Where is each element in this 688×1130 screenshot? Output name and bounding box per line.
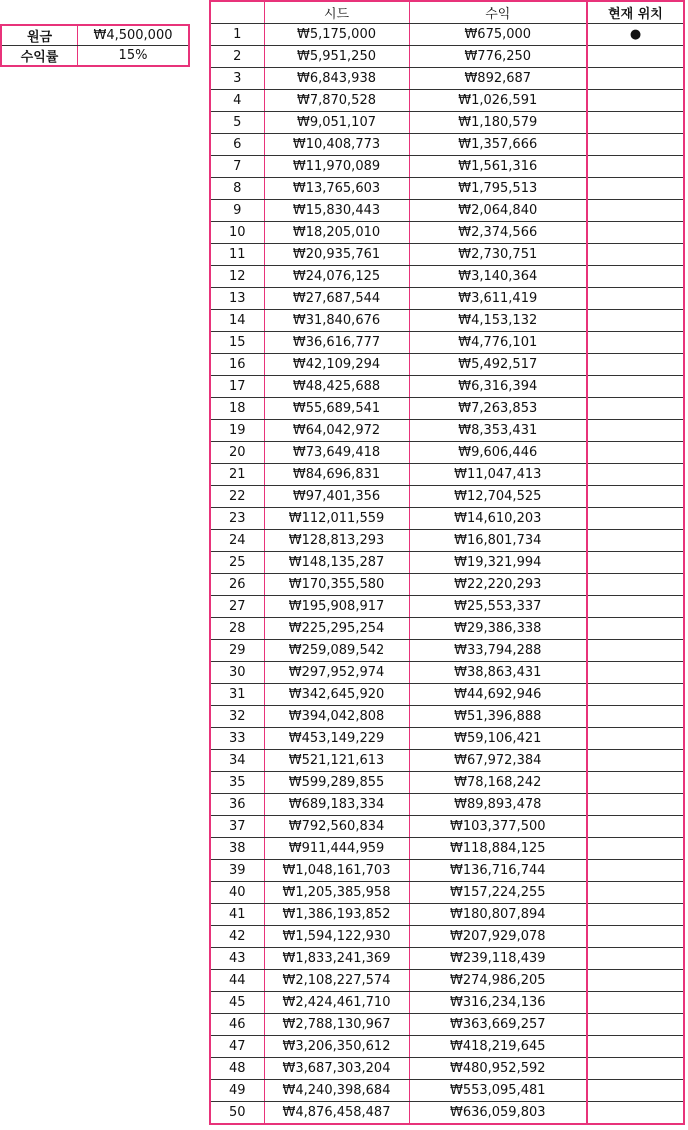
row-index-cell[interactable]: 18: [210, 398, 264, 420]
current-position-cell[interactable]: [587, 420, 684, 442]
current-position-cell[interactable]: [587, 354, 684, 376]
profit-cell[interactable]: ₩675,000: [409, 24, 587, 46]
current-position-cell[interactable]: [587, 1014, 684, 1036]
table-row: [210, 882, 684, 904]
seed-cell[interactable]: ₩195,908,917: [264, 596, 409, 618]
table-row: [210, 1080, 684, 1102]
row-index-cell[interactable]: 26: [210, 574, 264, 596]
seed-cell[interactable]: ₩599,289,855: [264, 772, 409, 794]
row-index-cell[interactable]: 15: [210, 332, 264, 354]
row-index-cell[interactable]: 19: [210, 420, 264, 442]
row-index-cell[interactable]: 25: [210, 552, 264, 574]
seed-cell[interactable]: ₩128,813,293: [264, 530, 409, 552]
profit-cell[interactable]: ₩3,140,364: [409, 266, 587, 288]
profit-cell[interactable]: ₩892,687: [409, 68, 587, 90]
table-row: [210, 200, 684, 222]
table-row: [210, 486, 684, 508]
seed-cell[interactable]: ₩6,843,938: [264, 68, 409, 90]
seed-cell[interactable]: ₩13,765,603: [264, 178, 409, 200]
current-position-cell[interactable]: [587, 244, 684, 266]
profit-cell[interactable]: ₩29,386,338: [409, 618, 587, 640]
seed-cell[interactable]: ₩148,135,287: [264, 552, 409, 574]
table-row: [210, 354, 684, 376]
seed-cell[interactable]: ₩31,840,676: [264, 310, 409, 332]
profit-cell[interactable]: ₩38,863,431: [409, 662, 587, 684]
row-index-cell[interactable]: 14: [210, 310, 264, 332]
table-row: [210, 618, 684, 640]
table-row: [210, 552, 684, 574]
profit-cell[interactable]: ₩103,377,500: [409, 816, 587, 838]
table-row: [210, 288, 684, 310]
current-position-cell[interactable]: [587, 112, 684, 134]
table-row: [210, 90, 684, 112]
profit-cell[interactable]: ₩5,492,517: [409, 354, 587, 376]
current-position-cell[interactable]: [587, 706, 684, 728]
profit-cell[interactable]: ₩16,801,734: [409, 530, 587, 552]
current-position-cell[interactable]: [587, 772, 684, 794]
profit-cell[interactable]: ₩11,047,413: [409, 464, 587, 486]
row-index-cell[interactable]: 9: [210, 200, 264, 222]
seed-cell[interactable]: ₩2,788,130,967: [264, 1014, 409, 1036]
table-row: [210, 332, 684, 354]
current-position-cell[interactable]: [587, 1058, 684, 1080]
current-position-cell[interactable]: [587, 134, 684, 156]
table-row: [210, 222, 684, 244]
seed-cell[interactable]: ₩73,649,418: [264, 442, 409, 464]
seed-cell[interactable]: ₩15,830,443: [264, 200, 409, 222]
profit-cell[interactable]: ₩44,692,946: [409, 684, 587, 706]
profit-cell[interactable]: ₩180,807,894: [409, 904, 587, 926]
profit-cell[interactable]: ₩25,553,337: [409, 596, 587, 618]
seed-cell[interactable]: ₩689,183,334: [264, 794, 409, 816]
profit-cell[interactable]: ₩418,219,645: [409, 1036, 587, 1058]
profit-cell[interactable]: ₩12,704,525: [409, 486, 587, 508]
profit-cell[interactable]: ₩776,250: [409, 46, 587, 68]
current-position-cell[interactable]: [587, 574, 684, 596]
seed-cell[interactable]: ₩5,175,000: [264, 24, 409, 46]
table-row: [210, 134, 684, 156]
seed-cell[interactable]: ₩1,048,161,703: [264, 860, 409, 882]
table-row: [210, 442, 684, 464]
profit-cell[interactable]: ₩59,106,421: [409, 728, 587, 750]
row-index-cell[interactable]: 4: [210, 90, 264, 112]
current-position-cell[interactable]: [587, 684, 684, 706]
profit-cell[interactable]: ₩19,321,994: [409, 552, 587, 574]
table-row: [210, 1036, 684, 1058]
row-index-cell[interactable]: 6: [210, 134, 264, 156]
row-index-cell[interactable]: 22: [210, 486, 264, 508]
profit-cell[interactable]: ₩78,168,242: [409, 772, 587, 794]
profit-cell[interactable]: ₩1,180,579: [409, 112, 587, 134]
profit-cell[interactable]: ₩4,153,132: [409, 310, 587, 332]
seed-cell[interactable]: ₩11,970,089: [264, 156, 409, 178]
row-index-cell[interactable]: 10: [210, 222, 264, 244]
row-index-cell[interactable]: 3: [210, 68, 264, 90]
seed-cell[interactable]: ₩20,935,761: [264, 244, 409, 266]
seed-cell[interactable]: ₩42,109,294: [264, 354, 409, 376]
row-index-cell[interactable]: 40: [210, 882, 264, 904]
profit-cell[interactable]: ₩4,776,101: [409, 332, 587, 354]
seed-cell[interactable]: ₩4,876,458,487: [264, 1102, 409, 1125]
row-index-cell[interactable]: 2: [210, 46, 264, 68]
seed-cell[interactable]: ₩225,295,254: [264, 618, 409, 640]
profit-cell[interactable]: ₩6,316,394: [409, 376, 587, 398]
current-position-cell[interactable]: [587, 376, 684, 398]
table-row: [210, 904, 684, 926]
seed-cell[interactable]: ₩259,089,542: [264, 640, 409, 662]
seed-cell[interactable]: ₩453,149,229: [264, 728, 409, 750]
current-position-cell[interactable]: [587, 530, 684, 552]
seed-cell[interactable]: ₩9,051,107: [264, 112, 409, 134]
row-index-cell[interactable]: 43: [210, 948, 264, 970]
profit-cell[interactable]: ₩33,794,288: [409, 640, 587, 662]
current-position-cell[interactable]: [587, 200, 684, 222]
profit-cell[interactable]: ₩89,893,478: [409, 794, 587, 816]
table-row: [210, 530, 684, 552]
current-position-cell[interactable]: [587, 794, 684, 816]
current-position-cell[interactable]: [587, 728, 684, 750]
table-row: [210, 772, 684, 794]
profit-cell[interactable]: ₩316,234,136: [409, 992, 587, 1014]
summary-table: [0, 24, 190, 67]
current-position-cell[interactable]: [587, 486, 684, 508]
rate-value[interactable]: 15%: [78, 46, 190, 67]
row-index-cell[interactable]: 8: [210, 178, 264, 200]
profit-cell[interactable]: ₩2,064,840: [409, 200, 587, 222]
seed-cell[interactable]: ₩10,408,773: [264, 134, 409, 156]
profit-cell[interactable]: ₩207,929,078: [409, 926, 587, 948]
table-row: [210, 398, 684, 420]
profit-cell[interactable]: ₩1,561,316: [409, 156, 587, 178]
row-index-cell[interactable]: 30: [210, 662, 264, 684]
profit-cell[interactable]: ₩14,610,203: [409, 508, 587, 530]
table-body: [210, 24, 684, 1125]
current-position-cell[interactable]: [587, 222, 684, 244]
current-position-cell[interactable]: [587, 288, 684, 310]
current-position-cell[interactable]: [587, 442, 684, 464]
current-position-cell[interactable]: [587, 816, 684, 838]
seed-cell[interactable]: ₩1,205,385,958: [264, 882, 409, 904]
principal-value[interactable]: ₩4,500,000: [78, 25, 190, 46]
profit-cell[interactable]: ₩636,059,803: [409, 1102, 587, 1125]
current-position-cell[interactable]: [587, 596, 684, 618]
row-index-cell[interactable]: 24: [210, 530, 264, 552]
table-row: [210, 992, 684, 1014]
seed-cell[interactable]: ₩911,444,959: [264, 838, 409, 860]
header-row: [210, 1, 684, 24]
profit-cell[interactable]: ₩363,669,257: [409, 1014, 587, 1036]
current-position-cell[interactable]: [587, 992, 684, 1014]
seed-cell[interactable]: ₩5,951,250: [264, 46, 409, 68]
profit-cell[interactable]: ₩157,224,255: [409, 882, 587, 904]
seed-cell[interactable]: ₩342,645,920: [264, 684, 409, 706]
row-index-cell[interactable]: 11: [210, 244, 264, 266]
current-position-cell[interactable]: [587, 1036, 684, 1058]
header-profit[interactable]: 수익: [409, 1, 587, 24]
seed-cell[interactable]: ₩97,401,356: [264, 486, 409, 508]
principal-row: [1, 25, 189, 46]
current-position-cell[interactable]: [587, 398, 684, 420]
profit-cell[interactable]: ₩1,795,513: [409, 178, 587, 200]
row-index-cell[interactable]: 32: [210, 706, 264, 728]
current-position-cell[interactable]: [587, 156, 684, 178]
row-index-cell[interactable]: 35: [210, 772, 264, 794]
current-position-cell[interactable]: [587, 310, 684, 332]
table-row: [210, 464, 684, 486]
current-position-cell[interactable]: [587, 904, 684, 926]
row-index-cell[interactable]: 44: [210, 970, 264, 992]
table-row: [210, 728, 684, 750]
table-row: [210, 948, 684, 970]
seed-cell[interactable]: ₩55,689,541: [264, 398, 409, 420]
header-current-position[interactable]: 현재 위치: [587, 1, 684, 24]
profit-cell[interactable]: ₩480,952,592: [409, 1058, 587, 1080]
seed-cell[interactable]: ₩18,205,010: [264, 222, 409, 244]
table-row: [210, 1058, 684, 1080]
current-position-cell[interactable]: [587, 332, 684, 354]
row-index-cell[interactable]: 45: [210, 992, 264, 1014]
seed-cell[interactable]: ₩27,687,544: [264, 288, 409, 310]
row-index-cell[interactable]: 23: [210, 508, 264, 530]
table-row: [210, 794, 684, 816]
seed-cell[interactable]: ₩3,687,303,204: [264, 1058, 409, 1080]
profit-cell[interactable]: ₩274,986,205: [409, 970, 587, 992]
current-position-cell[interactable]: [587, 464, 684, 486]
profit-cell[interactable]: ₩8,353,431: [409, 420, 587, 442]
profit-cell[interactable]: ₩553,095,481: [409, 1080, 587, 1102]
table-row: [210, 266, 684, 288]
row-index-cell[interactable]: 33: [210, 728, 264, 750]
current-position-cell[interactable]: [587, 266, 684, 288]
row-index-cell[interactable]: 7: [210, 156, 264, 178]
current-position-cell[interactable]: [587, 970, 684, 992]
row-index-cell[interactable]: 42: [210, 926, 264, 948]
seed-cell[interactable]: ₩36,616,777: [264, 332, 409, 354]
current-position-cell[interactable]: [587, 750, 684, 772]
seed-cell[interactable]: ₩4,240,398,684: [264, 1080, 409, 1102]
table-row: [210, 926, 684, 948]
seed-cell[interactable]: ₩64,042,972: [264, 420, 409, 442]
seed-cell[interactable]: ₩1,594,122,930: [264, 926, 409, 948]
table-row: [210, 662, 684, 684]
seed-cell[interactable]: ₩1,386,193,852: [264, 904, 409, 926]
current-position-cell[interactable]: [587, 178, 684, 200]
seed-cell[interactable]: ₩48,425,688: [264, 376, 409, 398]
seed-cell[interactable]: ₩24,076,125: [264, 266, 409, 288]
current-position-cell[interactable]: [587, 46, 684, 68]
table-row: [210, 816, 684, 838]
seed-cell[interactable]: ₩7,870,528: [264, 90, 409, 112]
table-row: [210, 178, 684, 200]
current-position-cell[interactable]: [587, 640, 684, 662]
current-position-cell[interactable]: [587, 926, 684, 948]
row-index-cell[interactable]: 39: [210, 860, 264, 882]
row-index-cell[interactable]: 21: [210, 464, 264, 486]
seed-cell[interactable]: ₩84,696,831: [264, 464, 409, 486]
seed-cell[interactable]: ₩792,560,834: [264, 816, 409, 838]
current-position-cell[interactable]: [587, 618, 684, 640]
seed-cell[interactable]: ₩1,833,241,369: [264, 948, 409, 970]
row-index-cell[interactable]: 13: [210, 288, 264, 310]
table-row: [210, 68, 684, 90]
row-index-cell[interactable]: 37: [210, 816, 264, 838]
table-row: [210, 706, 684, 728]
row-index-cell[interactable]: 1: [210, 24, 264, 46]
row-index-cell[interactable]: 29: [210, 640, 264, 662]
row-index-cell[interactable]: 16: [210, 354, 264, 376]
table-row: [210, 376, 684, 398]
profit-cell[interactable]: ₩51,396,888: [409, 706, 587, 728]
current-position-cell[interactable]: [587, 882, 684, 904]
current-position-cell[interactable]: [587, 662, 684, 684]
table-row: [210, 24, 684, 46]
current-position-cell[interactable]: [587, 838, 684, 860]
profit-cell[interactable]: ₩2,730,751: [409, 244, 587, 266]
principal-label[interactable]: 원금: [1, 25, 78, 46]
current-position-cell[interactable]: [587, 508, 684, 530]
table-row: [210, 750, 684, 772]
row-index-cell[interactable]: 27: [210, 596, 264, 618]
row-index-cell[interactable]: 48: [210, 1058, 264, 1080]
row-index-cell[interactable]: 41: [210, 904, 264, 926]
row-index-cell[interactable]: 46: [210, 1014, 264, 1036]
seed-cell[interactable]: ₩2,108,227,574: [264, 970, 409, 992]
table-row: [210, 1102, 684, 1125]
profit-cell[interactable]: ₩67,972,384: [409, 750, 587, 772]
seed-cell[interactable]: ₩521,121,613: [264, 750, 409, 772]
current-position-cell[interactable]: [587, 552, 684, 574]
profit-cell[interactable]: ₩239,118,439: [409, 948, 587, 970]
seed-cell[interactable]: ₩3,206,350,612: [264, 1036, 409, 1058]
profit-cell[interactable]: ₩2,374,566: [409, 222, 587, 244]
seed-cell[interactable]: ₩170,355,580: [264, 574, 409, 596]
table-row: [210, 596, 684, 618]
current-position-cell[interactable]: [587, 1080, 684, 1102]
row-index-cell[interactable]: 47: [210, 1036, 264, 1058]
current-position-cell[interactable]: [587, 90, 684, 112]
current-position-cell[interactable]: [587, 860, 684, 882]
current-position-cell[interactable]: [587, 68, 684, 90]
profit-cell[interactable]: ₩1,026,591: [409, 90, 587, 112]
profit-cell[interactable]: ₩136,716,744: [409, 860, 587, 882]
current-position-cell[interactable]: [587, 1102, 684, 1125]
row-index-cell[interactable]: 34: [210, 750, 264, 772]
profit-cell[interactable]: ₩22,220,293: [409, 574, 587, 596]
table-row: [210, 244, 684, 266]
table-row: [210, 156, 684, 178]
rate-label[interactable]: 수익률: [1, 46, 78, 67]
header-index[interactable]: [210, 1, 264, 24]
table-row: [210, 838, 684, 860]
profit-cell[interactable]: ₩3,611,419: [409, 288, 587, 310]
table-row: [210, 508, 684, 530]
rate-row: [1, 46, 189, 67]
profit-cell[interactable]: ₩9,606,446: [409, 442, 587, 464]
row-index-cell[interactable]: 5: [210, 112, 264, 134]
row-index-cell[interactable]: 28: [210, 618, 264, 640]
table-row: [210, 640, 684, 662]
profit-cell[interactable]: ₩7,263,853: [409, 398, 587, 420]
row-index-cell[interactable]: 36: [210, 794, 264, 816]
row-index-cell[interactable]: 17: [210, 376, 264, 398]
row-index-cell[interactable]: 12: [210, 266, 264, 288]
row-index-cell[interactable]: 20: [210, 442, 264, 464]
seed-cell[interactable]: ₩112,011,559: [264, 508, 409, 530]
table-row: [210, 46, 684, 68]
table-row: [210, 574, 684, 596]
seed-cell[interactable]: ₩2,424,461,710: [264, 992, 409, 1014]
header-seed[interactable]: 시드: [264, 1, 409, 24]
profit-cell[interactable]: ₩1,357,666: [409, 134, 587, 156]
table-row: [210, 310, 684, 332]
compound-table: [209, 0, 685, 1125]
table-row: [210, 684, 684, 706]
seed-cell[interactable]: ₩394,042,808: [264, 706, 409, 728]
current-position-cell[interactable]: [587, 948, 684, 970]
seed-cell[interactable]: ₩297,952,974: [264, 662, 409, 684]
table-row: [210, 420, 684, 442]
table-row: [210, 112, 684, 134]
current-position-cell[interactable]: ●: [587, 24, 684, 46]
row-index-cell[interactable]: 50: [210, 1102, 264, 1125]
profit-cell[interactable]: ₩118,884,125: [409, 838, 587, 860]
table-row: [210, 1014, 684, 1036]
row-index-cell[interactable]: 31: [210, 684, 264, 706]
row-index-cell[interactable]: 38: [210, 838, 264, 860]
table-row: [210, 970, 684, 992]
row-index-cell[interactable]: 49: [210, 1080, 264, 1102]
table-row: [210, 860, 684, 882]
